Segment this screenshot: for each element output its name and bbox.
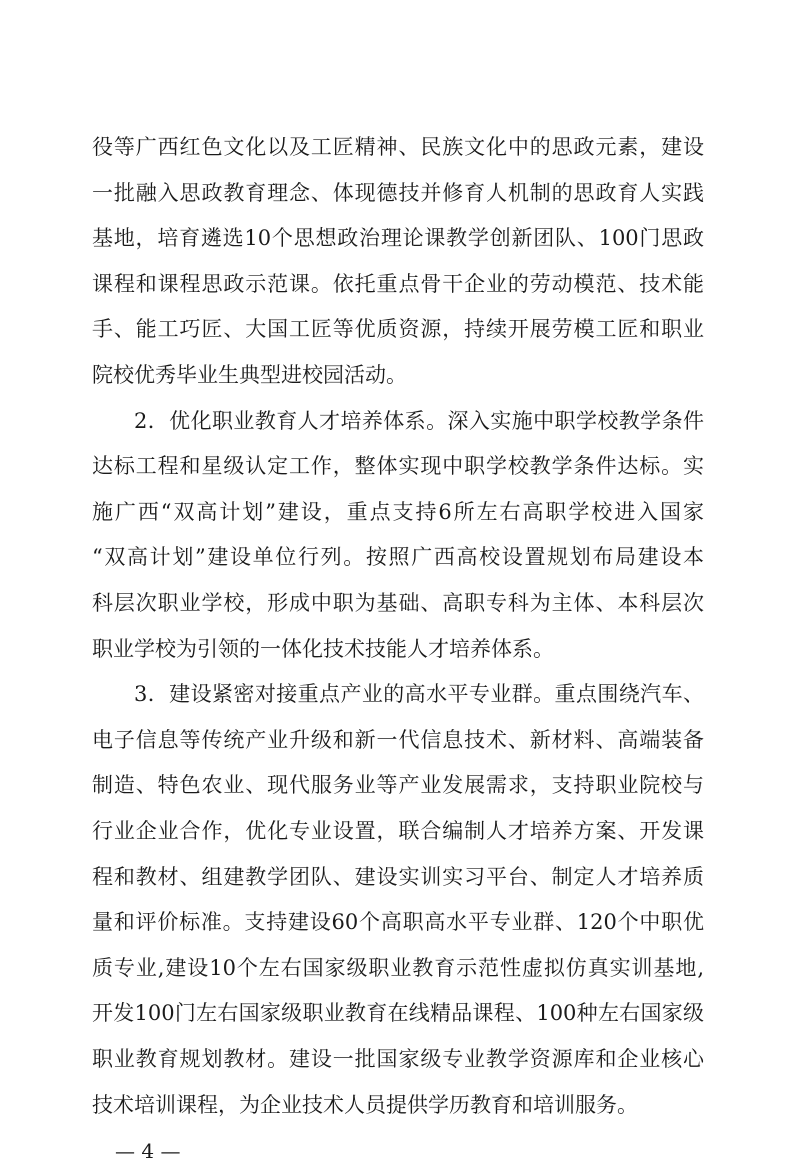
- paragraph-3-line-5: 程和教材、组建教学团队、建设实训实习平台、制定人才培养质: [92, 865, 704, 889]
- paragraph-2-line-2: 达标工程和星级认定工作，整体实现中职学校教学条件达标。实: [92, 454, 704, 478]
- paragraph-2-line-3: 施广西“双高计划”建设，重点支持6所左右高职学校进入国家: [92, 500, 704, 524]
- paragraph-2-line-5: 科层次职业学校，形成中职为基础、高职专科为主体、本科层次: [92, 591, 704, 615]
- page-number: — 4 —: [115, 1139, 181, 1163]
- paragraph-3-line-4: 行业企业合作，优化专业设置，联合编制人才培养方案、开发课: [92, 819, 704, 843]
- paragraph-3-line-7: 质专业,建设10个左右国家级职业教育示范性虚拟仿真实训基地,: [92, 956, 704, 980]
- paragraph-2-line-4: “双高计划”建设单位行列。按照广西高校设置规划布局建设本: [92, 545, 704, 569]
- paragraph-3-line-3: 制造、特色农业、现代服务业等产业发展需求，支持职业院校与: [92, 773, 704, 797]
- paragraph-1-line-4: 课程和课程思政示范课。依托重点骨干企业的劳动模范、技术能: [92, 272, 704, 296]
- paragraph-3-line-8: 开发100门左右国家级职业教育在线精品课程、100种左右国家级: [92, 1001, 704, 1025]
- paragraph-1-line-5: 手、能工巧匠、大国工匠等优质资源，持续开展劳模工匠和职业: [92, 317, 704, 341]
- paragraph-1-line-6: 院校优秀毕业生典型进校园活动。: [92, 363, 407, 387]
- paragraph-3-line-10: 技术培训课程，为企业技术人员提供学历教育和培训服务。: [92, 1093, 638, 1117]
- paragraph-3-line-1: 3．建设紧密对接重点产业的高水平专业群。重点围绕汽车、: [134, 682, 704, 706]
- paragraph-3-line-6: 量和评价标准。支持建设60个高职高水平专业群、120个中职优: [92, 910, 704, 934]
- paragraph-2-line-6: 职业学校为引领的一体化技术技能人才培养体系。: [92, 637, 554, 661]
- paragraph-2-line-1: 2．优化职业教育人才培养体系。深入实施中职学校教学条件: [134, 409, 704, 433]
- paragraph-3-line-9: 职业教育规划教材。建设一批国家级专业教学资源库和企业核心: [92, 1047, 704, 1071]
- paragraph-3-line-2: 电子信息等传统产业升级和新一代信息技术、新材料、高端装备: [92, 728, 704, 752]
- paragraph-1-line-2: 一批融入思政教育理念、体现德技并修育人机制的思政育人实践: [92, 181, 704, 205]
- paragraph-1-line-3: 基地，培育遴选10个思想政治理论课教学创新团队、100门思政: [92, 226, 704, 250]
- paragraph-1-line-1: 役等广西红色文化以及工匠精神、民族文化中的思政元素，建设: [92, 135, 704, 159]
